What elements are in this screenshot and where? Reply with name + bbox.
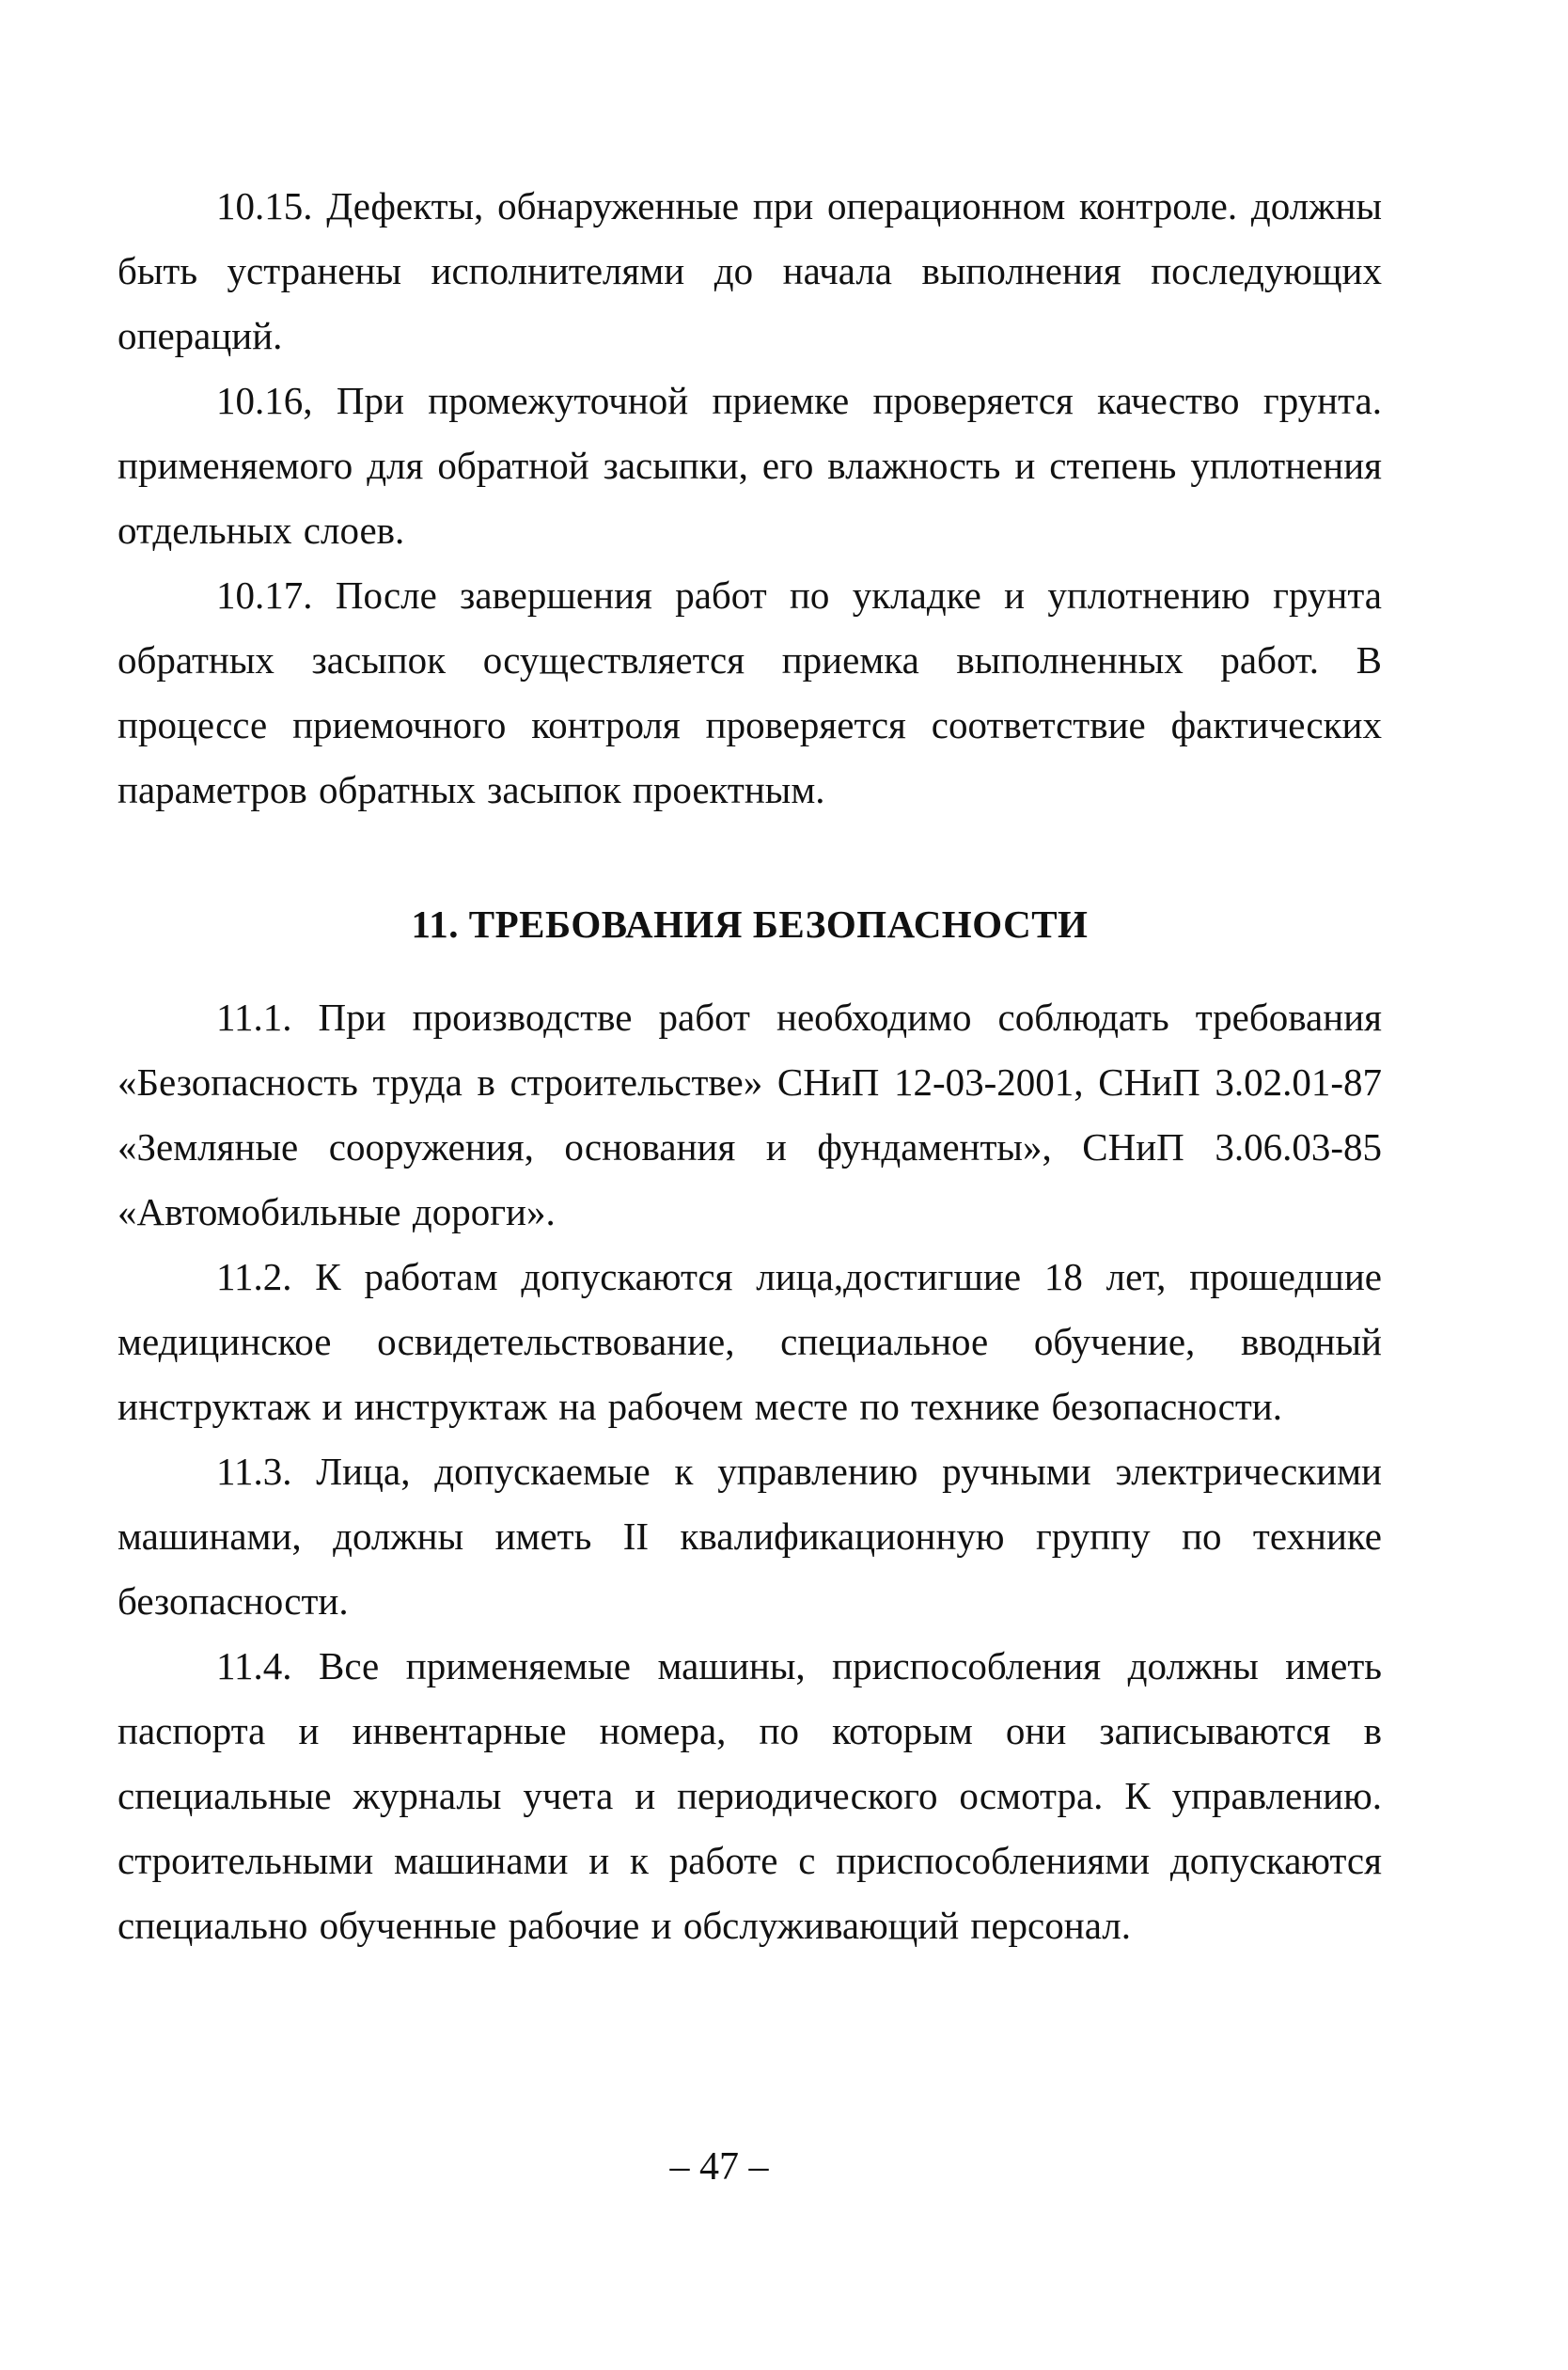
paragraph-11-1: 11.1. При производстве работ необходимо соблюдать требования «Безопасность труда в строительстве» СНиП 12-03-2001, СНиП 3.02.01-87 «Земляные сооружения, основания и фундаменты», СНиП 3.06.03-85 «Автомобильные дороги».	[118, 996, 1382, 1233]
spacer	[118, 823, 1382, 892]
page-number: – 47 –	[669, 2145, 769, 2189]
paragraph-10-16: 10.16, При промежуточной приемке проверяется качество грунта. применяемого для обратной засыпки, его влажность и степень уплотнения отдельных слоев.	[118, 379, 1382, 552]
paragraph-11-2: 11.2. К работам допускаются лица,достигшие 18 лет, прошедшие медицинское освидетельствование, специальное обучение, вводный инструктаж и инструктаж на рабочем месте по технике безопасности.	[118, 1255, 1382, 1428]
paragraph-10-15: 10.15. Дефекты, обнаруженные при операционном контроле. должны быть устранены исполнителями до начала выполнения последующих операций.	[118, 184, 1382, 357]
paragraph-11-4: 11.4. Все применяемые машины, приспособления должны иметь паспорта и инвентарные номера, по которым они записываются в специальные журналы учета и периодического осмотра. К управлению. строительными машинами и к работе с приспособлениями допускаются специально обученные рабочие и обслуживающий персонал.	[118, 1644, 1382, 1947]
paragraph-11-3: 11.3. Лица, допускаемые к управлению ручными электрическими машинами, должны иметь II квалификационную группу по технике безопасности.	[118, 1450, 1382, 1623]
spacer	[118, 957, 1382, 985]
text-column	[118, 174, 1382, 1958]
paragraph-10-17: 10.17. После завершения работ по укладке и уплотнению грунта обратных засыпок осуществляется приемка выполненных работ. В процессе приемочного контроля проверяется соответствие фактических параметров обратных засыпок проектным.	[118, 573, 1382, 811]
section-heading: 11. ТРЕБОВАНИЯ БЕЗОПАСНОСТИ	[411, 902, 1089, 946]
